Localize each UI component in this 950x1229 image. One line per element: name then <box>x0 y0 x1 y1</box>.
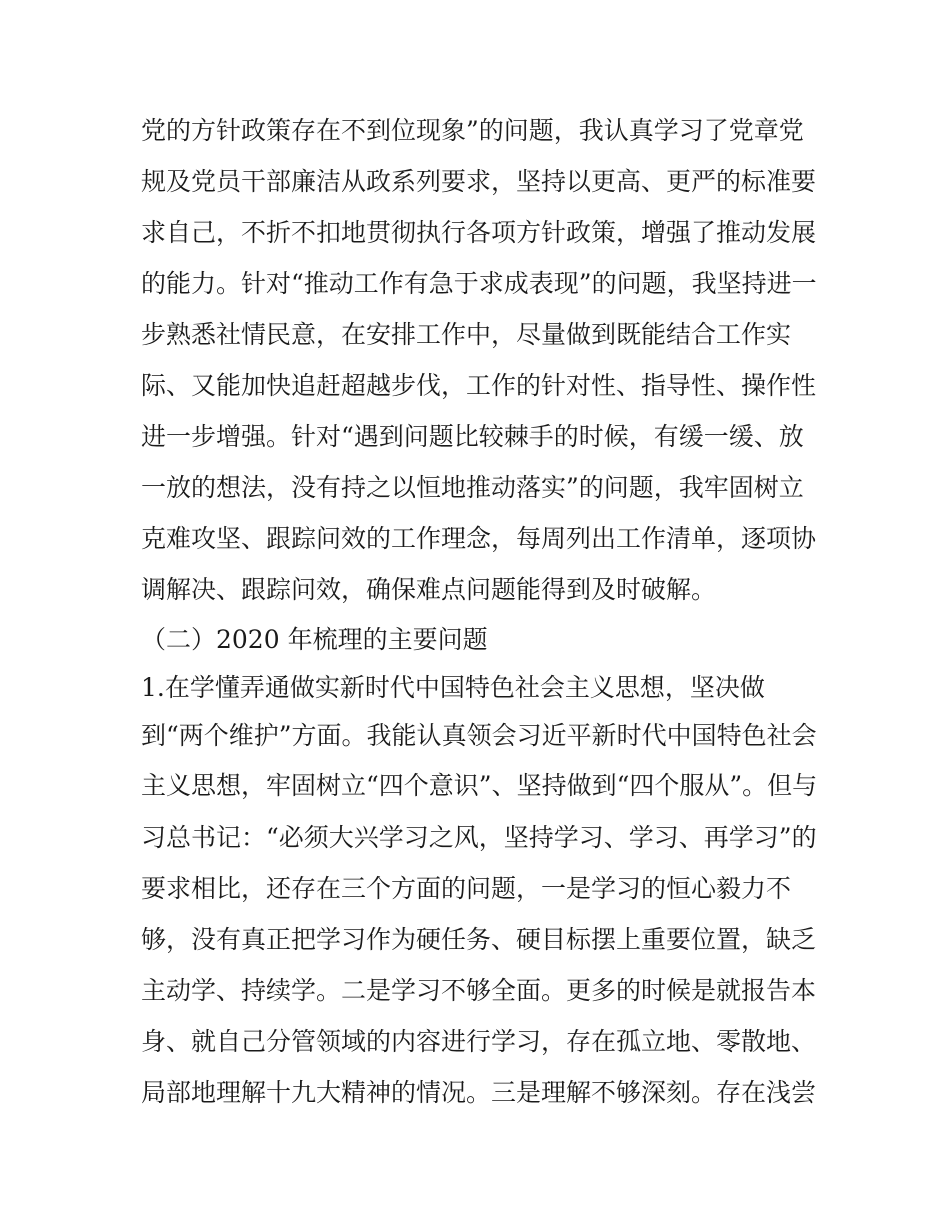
body-text-line: 一放的想法，没有持之以恒地推动落实”的问题，我牢固树立 <box>141 473 804 502</box>
body-text-line: 的能力。针对“推动工作有急于求成表现”的问题，我坚持进一 <box>141 269 817 298</box>
body-text-line: 要求相比，还存在三个方面的问题，一是学习的恒心毅力不 <box>141 874 792 903</box>
body-text-line: 步熟悉社情民意，在安排工作中，尽量做到既能结合工作实 <box>141 320 792 349</box>
body-text-line: 际、又能加快追赶超越步伐，工作的针对性、指导性、操作性 <box>141 371 817 400</box>
body-text-line: 党的方针政策存在不到位现象”的问题，我认真学习了党章党 <box>141 116 804 145</box>
body-text-line: 规及党员干部廉洁从政系列要求，坚持以更高、更严的标准要 <box>141 167 817 196</box>
body-text-line: 克难攻坚、跟踪问效的工作理念，每周列出工作清单，逐项协 <box>141 524 817 553</box>
body-text-line: 主动学、持续学。二是学习不够全面。更多的时候是就报告本 <box>141 976 817 1005</box>
body-text-line: 进一步增强。针对“遇到问题比较棘手的时候，有缓一缓、放 <box>141 422 804 451</box>
body-text-line: 身、就自己分管领域的内容进行学习，存在孤立地、零散地、 <box>141 1027 817 1056</box>
body-text-line: 到“两个维护”方面。我能认真领会习近平新时代中国特色社会 <box>141 721 817 750</box>
body-text-line: 求自己，不折不扣地贯彻执行各项方针政策，增强了推动发展 <box>141 218 817 247</box>
body-text-line: 习总书记：“必须大兴学习之风，坚持学习、学习、再学习”的 <box>141 823 817 852</box>
body-text-line: 局部地理解十九大精神的情况。三是理解不够深刻。存在浅尝 <box>141 1078 817 1107</box>
body-text-line: 主义思想，牢固树立“四个意识”、坚持做到“四个服从”。但与 <box>141 771 818 800</box>
body-text-line: 够，没有真正把学习作为硬任务、硬目标摆上重要位置，缺乏 <box>141 925 817 954</box>
body-text-line: 调解决、跟踪问效，确保难点问题能得到及时破解。 <box>141 575 717 604</box>
numbered-item-start: 1.在学懂弄通做实新时代中国特色社会主义思想，坚决做 <box>141 673 765 702</box>
section-heading: （二）2020 年梳理的主要问题 <box>141 625 488 654</box>
